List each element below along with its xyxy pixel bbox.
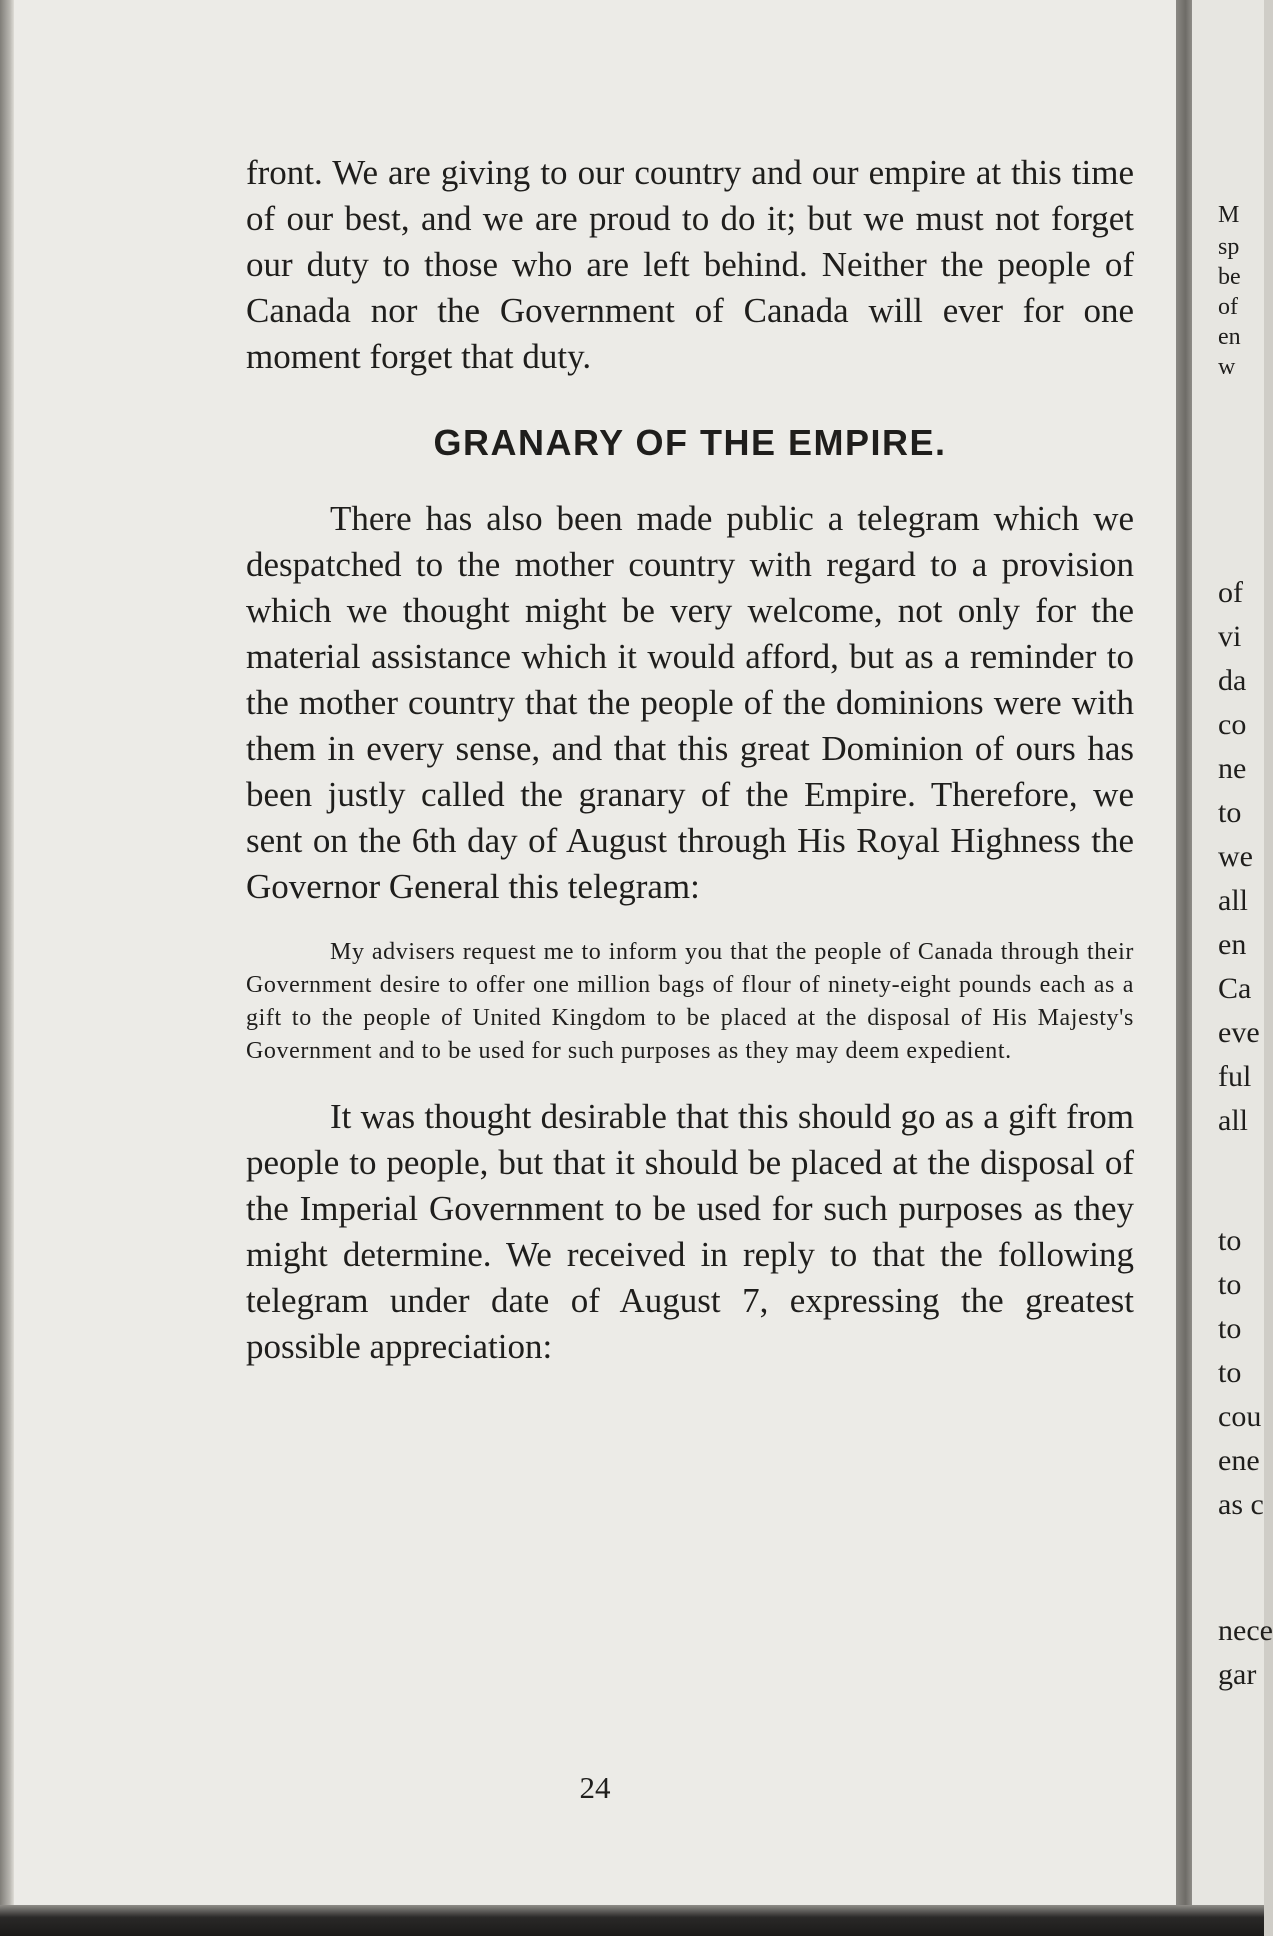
facing-fragment: to [1218, 1268, 1242, 1301]
facing-fragment: all [1218, 884, 1248, 917]
book-bottom-edge [0, 1905, 1264, 1936]
facing-fragment: M [1218, 202, 1240, 228]
facing-fragment: en [1218, 928, 1247, 961]
facing-fragment: da [1218, 664, 1247, 697]
facing-fragment: cou [1218, 1400, 1262, 1433]
facing-fragment: w [1218, 354, 1236, 380]
facing-fragment: to [1218, 796, 1242, 829]
section-heading: GRANARY OF THE EMPIRE. [433, 422, 947, 463]
facing-page-edge [1192, 0, 1273, 1905]
facing-fragment: ene [1218, 1444, 1260, 1477]
facing-fragment: gar [1218, 1658, 1257, 1691]
facing-fragment: en [1218, 324, 1241, 350]
facing-fragment: to [1218, 1312, 1242, 1345]
facing-fragment: vi [1218, 620, 1242, 653]
facing-fragment: eve [1218, 1016, 1260, 1049]
facing-fragment: sp [1218, 234, 1240, 260]
facing-fragment: as c [1218, 1488, 1264, 1521]
facing-fragment: ful [1218, 1060, 1252, 1093]
book-spine [1176, 0, 1192, 1905]
facing-fragment: of [1218, 576, 1243, 609]
facing-fragment: ne [1218, 752, 1247, 785]
facing-fragment: co [1218, 708, 1247, 741]
facing-fragment: all [1218, 1104, 1248, 1137]
page-content [246, 150, 1134, 1370]
facing-fragment: to [1218, 1356, 1242, 1389]
facing-fragment: be [1218, 264, 1241, 290]
telegram-quote: My advisers request me to inform you that the people of Canada through their Government desire to offer one million bags of flour of ninety-eight pounds each as a gift to the people of United Kingdom to be placed at the disposal of His Majesty's Government and to be used for such purposes as they may deem expedient. [246, 939, 1134, 1064]
book-page [14, 0, 1176, 1905]
facing-fragment: we [1218, 840, 1253, 873]
page-number: 24 [579, 1770, 611, 1805]
facing-fragment: nece [1218, 1614, 1273, 1647]
paragraph-telegram-intro: There has also been made public a telegram which we despatched to the mother country with regard to a provision which we thought might be very welcome, not only for the material assistance which it would afford, but as a reminder to the mother country that the people of the dominions were with them in every sense, and that this great Dominion of ours has been justly called the granary of the Empire. Therefore, we sent on the 6th day of August through His Royal Highness the Governor General this telegram: [246, 499, 1134, 906]
facing-fragment: Ca [1218, 972, 1252, 1005]
book-left-edge [0, 0, 14, 1936]
facing-fragment: of [1218, 294, 1238, 320]
facing-fragment: to [1218, 1224, 1242, 1257]
paragraph-front: front. We are giving to our country and our empire at this time of our best, and we are proud to do it; but we must not forget our duty to those who are left behind. Neither the people of Canada nor the Government of Canada will ever for one moment forget that duty. [246, 153, 1134, 376]
paragraph-reply: It was thought desirable that this should go as a gift from people to people, but that it should be placed at the disposal of the Imperial Government to be used for such purposes as they might determine. We received in reply to that the following telegram under date of August 7, expressing the greatest possible appreciation: [246, 1097, 1134, 1366]
